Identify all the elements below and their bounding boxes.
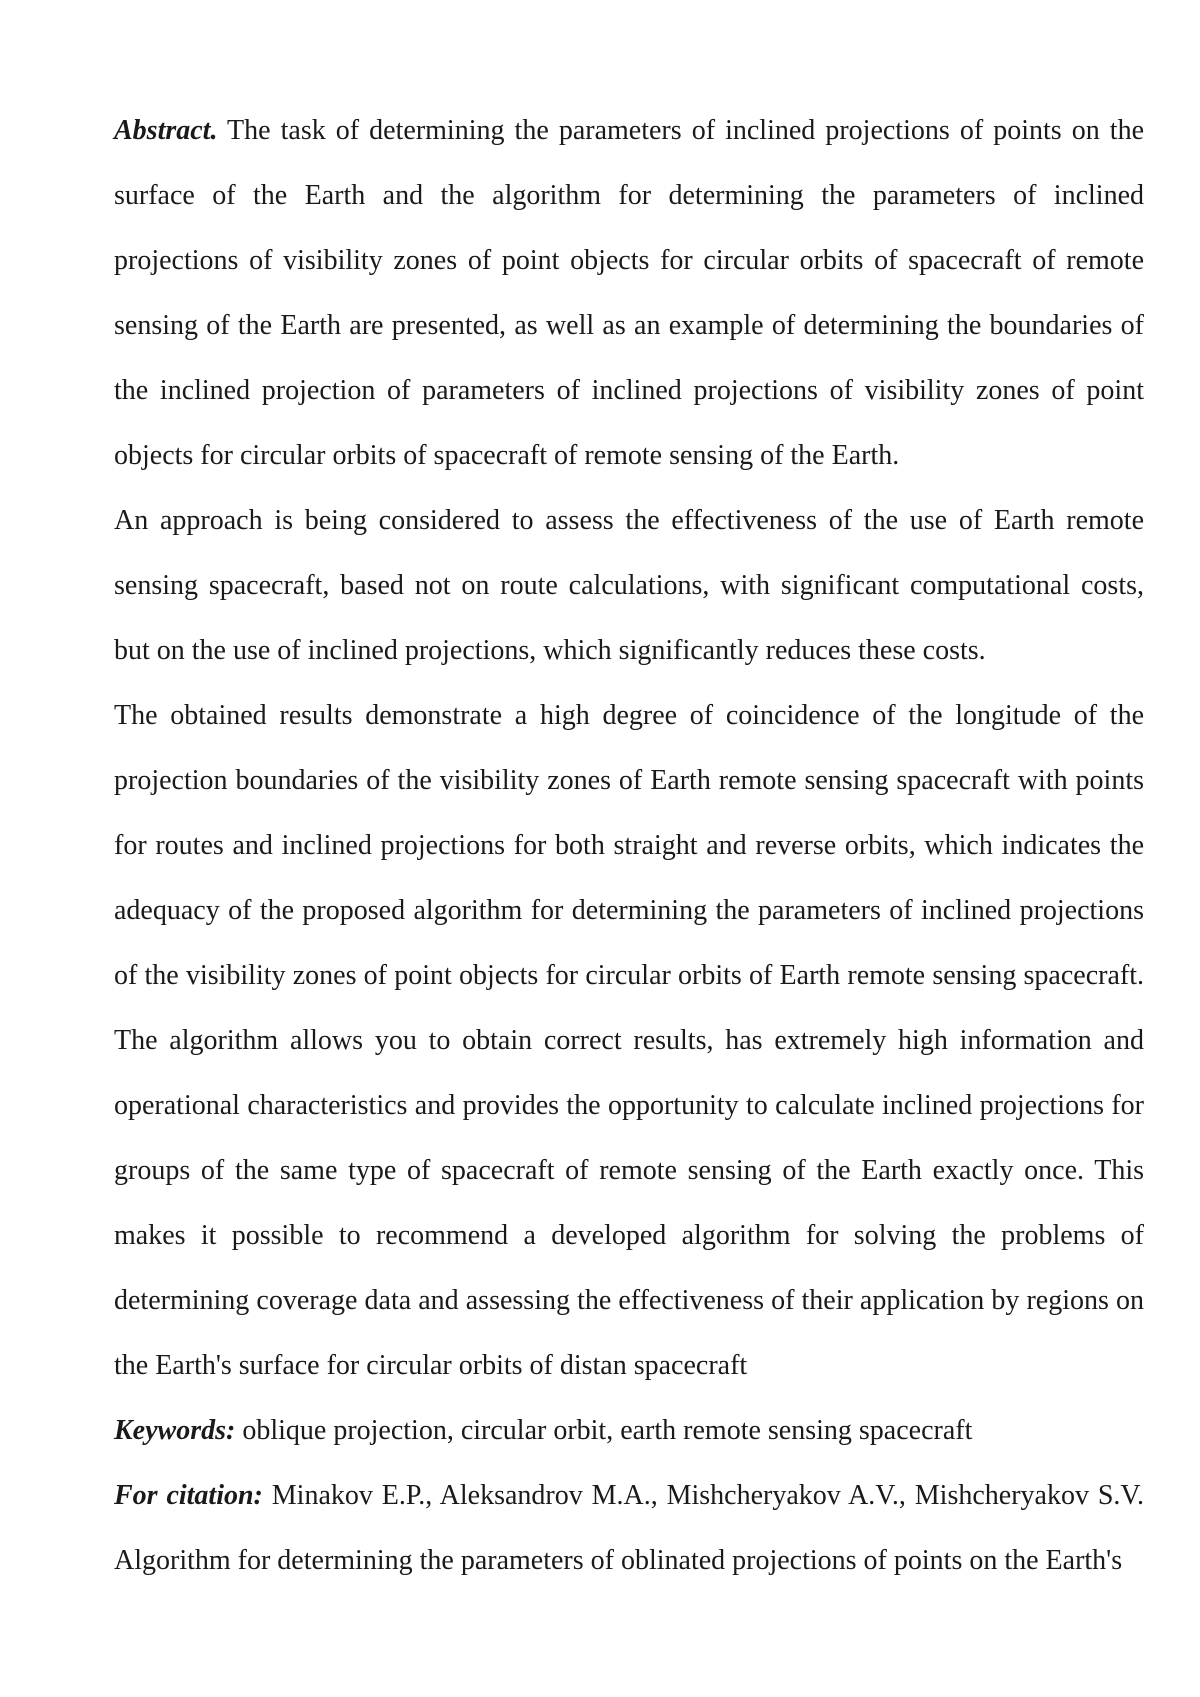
approach-paragraph: An approach is being considered to assess the effectiveness of the use of Earth remote sensing spacecraft, based not on route calculations, with significant computational costs, but on the use of inclined projections, which significantly reduces these costs. <box>114 505 1144 666</box>
results-paragraph: The obtained results demonstrate a high degree of coincidence of the longitude of the projection boundaries of the visibility zones of Earth remote sensing spacecraft with points for routes and inclined projections for both straight and reverse orbits, which indicates the adequacy of the proposed algorithm for determining the parameters of inclined projections of the visibility zones of point objects for circular orbits of Earth remote sensing spacecraft. The algorithm allows you to obtain correct results, has extremely high information and operational characteristics and provides the opportunity to calculate inclined projections for groups of the same type of spacecraft of remote sensing of the Earth exactly once. This makes it possible to recommend a developed algorithm for solving the problems of determining coverage data and assessing the effectiveness of their application by regions on the Earth's surface for circular orbits of distan spacecraft <box>114 700 1144 1381</box>
citation-text: Minakov E.P., Aleksandrov M.A., Mishcheryakov A.V., Mishcheryakov S.V. Algorithm for determining the parameters of oblinated projections of points on the Earth's <box>114 1480 1145 1576</box>
keywords-label: Keywords: <box>114 1415 236 1446</box>
abstract-label: Abstract. <box>114 115 218 146</box>
citation-label: For citation: <box>114 1480 263 1511</box>
citation-paragraph <box>114 1463 1144 1593</box>
keywords-paragraph <box>114 1398 1144 1463</box>
keywords-text: oblique projection, circular orbit, earth remote sensing spacecraft <box>242 1415 973 1446</box>
abstract-text: The task of determining the parameters of inclined projections of points on the surface of the Earth and the algorithm for determining the parameters of inclined projections of visibility zones of point objects for circular orbits of spacecraft of remote sensing of the Earth are presented, as well as an example of determining the boundaries of the inclined projection of parameters of inclined projections of visibility zones of point objects for circular orbits of spacecraft of remote sensing of the Earth. <box>114 115 1144 471</box>
abstract-paragraph <box>114 98 1144 488</box>
document-page <box>114 98 1144 1593</box>
